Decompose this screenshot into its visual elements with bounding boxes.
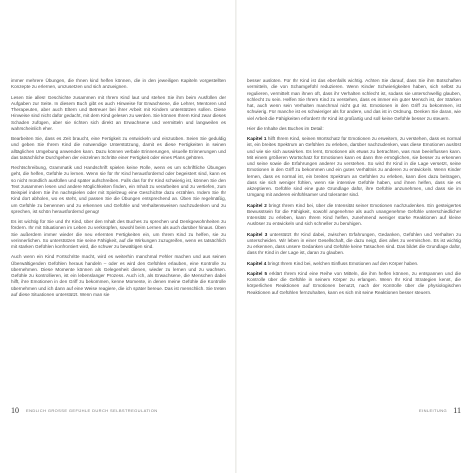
left-paragraph-6: Auch wenn ein Kind Fortschritte macht, wird es weiterhin manchmal Fehler machen und aus seinen Überwältigenden Gefühlen heraus handeln – oder es wird den Gefühlen erlauben, eine Kontrolle zu übernehmen. Diese Momente können als Gelegenheit dienen, wieder zu lernen und zu wachsen. Gefühle zu kontrollieren, ist ein lebenslanger Prozess. Auch ich, als Erwachsene, die Menschen dabei hilft, ihre Emotionen in den Griff zu bekommen, kenne Momente, in denen meine Gefühle die Kontrolle übernehmen und ich dann auf eine Weise reagiere, die ich später bereue. Das ist menschlich. Sie treten auf diese Situationen unterstützt. Wenn man sie <box>11 254 226 297</box>
left-paragraph-3: Bearbeiten Sie, dass es Zeit braucht, eine Fertigkeit zu entwickeln und einzuüben. Seien Sie geduldig und geben Sie Ihrem Kind die notwendige Unterstützung, damit es diese Fertigkeiten in seinen alltäglichen Umgebung anwenden kann. Dazu können verbale Erinnerungen, visuelle Erinnerungen und das tatsächliche Durchgehen der einzelnen Schritte einer Fertigkeit oder eines Plans gehören. <box>11 136 226 160</box>
chapter-2-text: bringt Ihrem Kind bei, über die Intensität seiner Emotionen nachzudenken. Ein gesteigertes Bewusstsein für die Fähigkeit, sowohl angenehme als auch unangenehme Gefühle unterschiedlicher Intensität zu erleben, kann Ihrem Kind helfen, zunehmend weniger starke Reaktionen auf kleine Auslöser zu entwickeln und sich schneller zu beruhigen. <box>247 202 462 227</box>
right-page <box>237 0 473 473</box>
page-number-right: 11 <box>453 406 461 415</box>
chapter-5-text: erklärt Ihrem Kind eine Reihe von Mitteln, die ihm helfen können, zu entspannen und die Kontrolle über die Gefühle in seinem Körper zu erlangen. Wenn Ihr Kind Strategien kennt, die körperlichen Reaktionen auf Emotionen benutzt, nach der Kontrolle über die physiologischen Reaktionen auf Gefühlen fernzuhalten, kann es sich mit seine Reaktionen besser steuern. <box>247 270 462 295</box>
section-heading: Hier die Inhalte des Buches im Detail: <box>247 125 324 131</box>
right-paragraph-1: besser ausloten. Für Ihr Kind ist das ebenfalls wichtig. Achten Sie darauf, dass Sie ihm Botschaften vermitteln, die von Schamgefühl reduzieren. Wenn Kinder Schwierigkeiten haben, sich selbst zu regulieren, vermittelt man ihnen oft, dass ihr Verhalten schlecht ist, sodass sie unterschwellig glauben, schlecht zu sein. Helfen Sie Ihrem Kind zu verstehen, dass es immer ein guter Mensch ist, der Stärken hat, auch wenn sein Verhalten manchmal nicht gut ist. Emotionen in den Griff zu bekommen, ist schwierig. Für manche ist es schwieriger als für andere, und das ist in Ordnung. Denken Sie daran, wie viel Arbeit die Fähigkeiten erfordert! Ihr Kind ist großartig und soll keine Gefühle besser zu steuern. <box>247 78 461 121</box>
chapter-5-label: Kapitel 5 <box>247 270 268 276</box>
chapter-4-label: Kapitel 4 <box>247 260 267 266</box>
chapter-3-summary <box>247 232 461 257</box>
chapter-4-summary <box>247 261 461 267</box>
page-number-left: 10 <box>11 406 19 415</box>
left-paragraph-1: immer mehrere Übungen, die Ihnen kind helfen können, die in den jeweiligen Kapiteln vorgestellten Konzepte zu erlernen, umzusetzen und sich anzueignen. <box>11 78 226 90</box>
left-paragraph-4: Rechtschreibung, Grammatik und Handschrift spielen keine Rolle, wenn es um schriftliche Übungen geht, die helfen, Gefühle zu lernen. Wenn sie für Ihr Kind herausfordernd oder begeistert sind, kann es so nicht mündlich ausfüllen und später aufschreiben. Falls das für Ihr Kind schwierig ist, können Sie den Text zusammen lesen und andere Möglichkeiten finden, ein Inhalt zu verarbeiten und zu vertiefen, zum Beispiel indem Sie ihn nachspielen oder mit Spielzeug eine Geschichte dazu erzählen. Indem Sie Ihr Kind dort abholen, wo es steht, und passen Sie die Übungen entsprechend an. Üben Sie regelmäßig, um Gefühle zu benennen und zu erkennen und Gefühle und Verhaltensweisen nachzudenken und zu sprechen, ist schön herausfordernd genug! <box>11 165 226 214</box>
chapter-1-text: hilft Ihrem Kind, seinen Wortschatz für Emotionen zu erweitern, zu verstehen, dass es normal ist, ein breites Spektrum an Gefühlen zu erleben, darüber nachzudenken, was diese Emotionen auslöst und wie sie sich auswirken. Es lernt, Emotionen als etwas zu betrachten, was man beeinflussen kann. Mit einem größeren Wortschatz für Emotionen kann es dann Ihre ermöglichen, sie besser zu erkennen und seine sowie die Erfahrungen anderer zu verstehen. So wird Ihr Kind in die Lage versetzt, seine Emotionen in den Griff zu bekommen und ein gutes Verhältnis zu anderen zu entwickeln. Wenn Kinder lernen, dass es normal ist, ein breites Spektrum an Gefühlen zu erleben, kann dies dazu beitragen, dass sie sich weniger fühlen, wenn sie intensive Gefühle haben, und ihnen helfen, dass sie es akzeptieren. Gefühle sind eine gute Grundlage dafür, ihre Gefühle anzunehmen, und dass sie im Umgang mit anderen einfühlsamer und toleranter sind. <box>247 136 462 198</box>
running-head-left: ENDLICH GROSSE GEFÜHLE DURCH SELBSTREGULATION <box>26 408 158 413</box>
chapter-5-summary <box>247 271 461 296</box>
left-paragraph-2: Lesen Sie alles! Geschichte zusammen mit Ihrem Kind laut und stehen Sie ihm beim Ausfüllen der Aufgaben zur Seite. In diesem Buch gibt es auch Hinweise für Erwachsene, die Lehrer, Mentoren und Therapeuten, aber auch Eltern und Betreuer bei ihrer Arbeit mit Kindern unterstützen sollen. Diese Hinweise sind nicht dafür gedacht, mit dem Kind gelesen zu werden. Sie können Ihrem Kind zwar dieses Schaden zufügen, aber sie richten sich direkt an Erwachsene und vermitteln und langweilen es wahrscheinlich eher. <box>11 94 226 131</box>
chapter-3-text: unterstützt Ihr Kind dabei, zwischen Erfahrungen, Gedanken, Gefühlen und Verhalten zu unterscheiden. Wir leben in einer Gesellschaft, die dazu neigt, dies alles zu vermischen. Es ist wichtig zu erkennen, dass unsere Gedanken und Gefühle keine Tatsachen sind. Das bildet die Grundlage dafür, dass Ihr Kind in der Lage ist, daran zu glauben. <box>247 231 462 256</box>
chapter-3-label: Kapitel 3 <box>247 231 268 237</box>
chapter-1-summary <box>247 136 461 199</box>
chapter-2-label: Kapitel 2 <box>247 202 267 208</box>
running-head-right: EINLEITUNG <box>418 408 447 413</box>
chapter-4-text: bringt Ihrem Kind bei, welchen Einfluss Emotionen auf den Körper haben. <box>267 260 419 266</box>
chapter-1-label: Kapitel 1 <box>247 136 267 141</box>
left-page <box>0 0 236 473</box>
chapter-2-summary <box>247 203 461 228</box>
left-paragraph-5: Es ist wichtig für Sie und Ihr Kind, über den Inhalt des Buches zu sprechen und Denkgewohnheiten zu fördern. Ihr mit Situationen im Leben zu verknüpfen, sowohl beim Lernen als auch darüber hinaus. Üben Sie außerdem immer wieder die neu erlernten Fertigkeiten ein, um Ihrem Kind zu helfen, sie zu verinnerlichen. So unterstützen Sie seine Fähigkeit, auf die Wirkungen zuzugreifen, wenn es tatsächlich mit starken Gefühlen konfrontiert wird, die schwer zu bewältigen sind. <box>11 219 226 249</box>
